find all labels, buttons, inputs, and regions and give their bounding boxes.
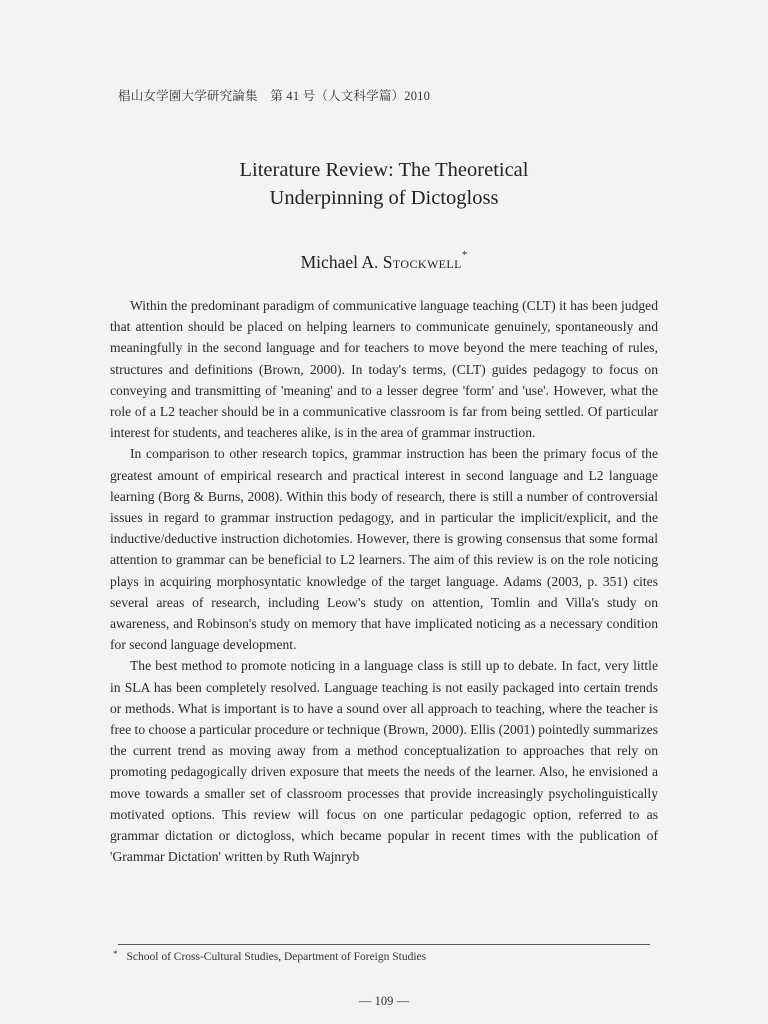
author-given-name: Michael A. xyxy=(300,252,383,272)
author-surname: Stockwell xyxy=(382,252,462,272)
title-line-1: Literature Review: The Theoretical xyxy=(239,159,529,181)
page-number: — 109 — xyxy=(359,994,409,1008)
author-footnote-mark: * xyxy=(461,249,468,262)
footnote xyxy=(113,951,426,963)
footnote-mark: * xyxy=(113,949,118,959)
footnote-divider xyxy=(118,944,650,945)
paragraph-1: Within the predominant paradigm of communicative language teaching (CLT) it has been judged that attention should be placed on helping learners to communicate genuinely, spontaneously and meaningfully in the second language and for teachers to move beyond the mere teaching of rules, structures and definitions (Brown, 2000). In today's terms, (CLT) guides pedagogy to focus on conveying and transmitting of 'meaning' and to a lesser degree 'form' and 'use'. However, what the role of a L2 teacher should be in a communicative classroom is far from being settled. Of particular interest for students, and teacheres alike, is in the area of grammar instruction. xyxy=(110,298,658,441)
paragraph-2: In comparison to other research topics, grammar instruction has been the primary focus of the greatest amount of empirical research and practical interest in second language and L2 language learning (Borg & Burns, 2008). Within this body of research, there is still a number of controversial issues in regard to grammar instruction pedagogy, and in particular the implicit/explicit, and the inductive/deductive instruction dichotomies. However, there is growing consensus that some formal attention to grammar can be beneficial to L2 learners. The aim of this review is on the role noticing plays in acquiring morphosyntatic knowledge of the target language. Adams (2003, p. 351) cites several areas of research, including Leow's study on attention, Tomlin and Villa's study on awareness, and Robinson's study on memory that have implicated noticing as a necessary condition for second language development. xyxy=(110,446,658,653)
footnote-text: School of Cross-Cultural Studies, Department of Foreign Studies xyxy=(126,951,427,963)
author-line xyxy=(0,249,768,273)
article-title xyxy=(0,156,768,212)
paragraph-3: The best method to promote noticing in a language class is still up to debate. In fact, very little in SLA has been completely resolved. Language teaching is not easily packaged into certain trends or methods. What is important is to have a sound over all approach to teaching, where the teacher is free to choose a particular procedure or technique (Brown, 2000). Ellis (2001) pointedly summarizes the current trend as moving away from a method conceptualization to approaches that rely on promoting pedagogically driven exposure that meets the needs of the learner. Also, he envisioned a move towards a smaller set of classroom processes that provide increasingly psycholinguistically motivated options. This review will focus on one particular pedagogic option, referred to as grammar dictation or dictogloss, which became popular in recent times with the publication of 'Grammar Dictation' written by Ruth Wajnryb xyxy=(110,658,658,865)
title-line-2: Underpinning of Dictogloss xyxy=(269,187,499,209)
body-text xyxy=(110,295,658,867)
journal-header: 椙山女学園大学研究論集 第 41 号（人文科学篇）2010 xyxy=(118,89,431,103)
